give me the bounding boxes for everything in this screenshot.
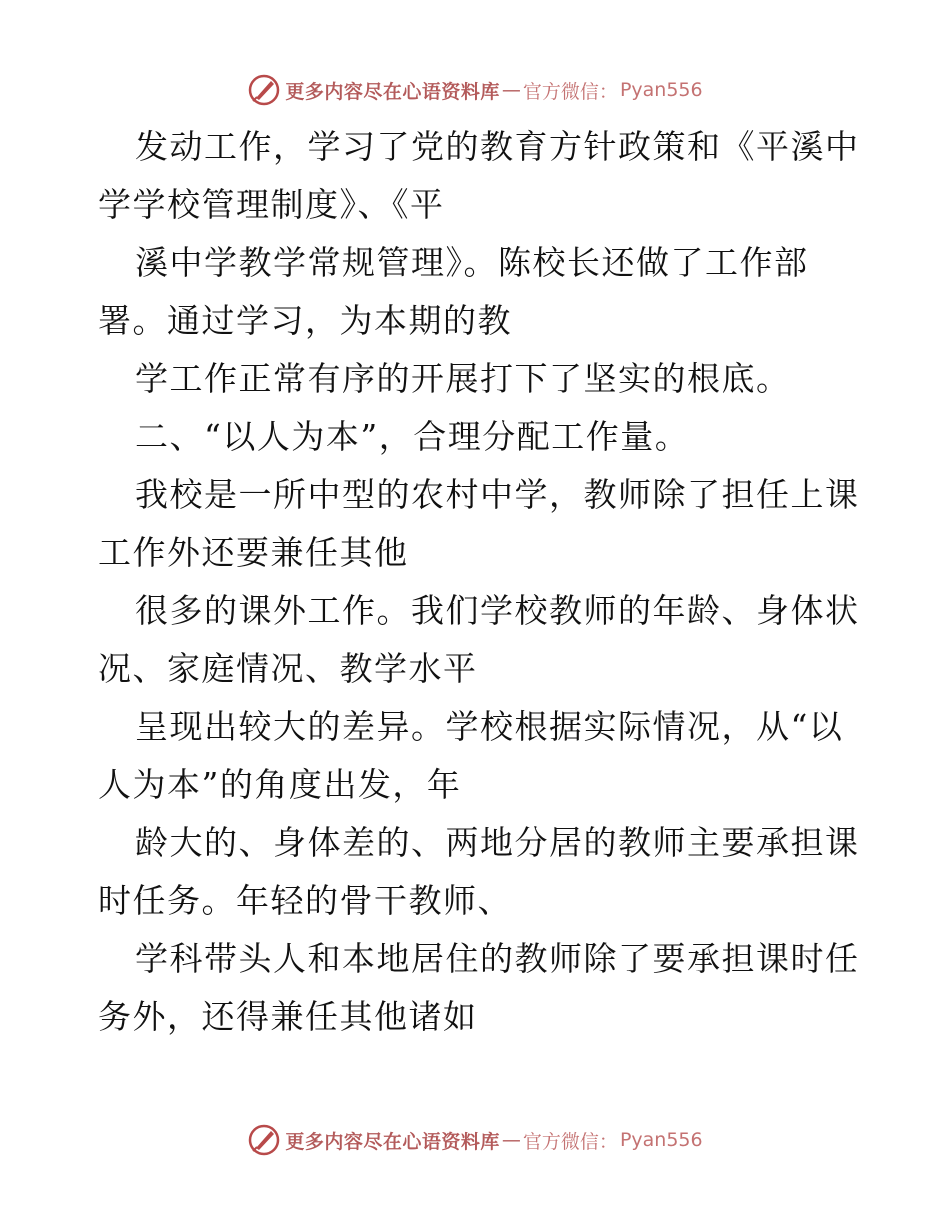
text-line: 务外，还得兼任其他诸如 xyxy=(98,997,478,1036)
text-line: 时任务。年轻的骨干教师、 xyxy=(98,881,512,920)
text-line: 我校是一所中型的农村中学，教师除了担任上课 xyxy=(135,475,860,514)
text-line: 发动工作，学习了党的教育方针政策和《平溪中 xyxy=(135,127,860,166)
quill-logo-icon xyxy=(247,1123,281,1157)
text-line: 呈现出较大的差异。学校根据实际情况，从“以 xyxy=(135,707,844,746)
watermark-wechat-label: 官方微信： xyxy=(522,1130,618,1153)
watermark-dash: — xyxy=(501,79,521,101)
text-line: 学工作正常有序的开展打下了坚实的根底。 xyxy=(135,359,791,398)
watermark-wechat-label: 官方微信： xyxy=(522,80,618,103)
text-line: 学科带头人和本地居住的教师除了要承担课时任 xyxy=(135,939,860,978)
text-line: 溪中学教学常规管理》。陈校长还做了工作部 xyxy=(135,243,809,282)
watermark-wechat-id: Pyan556 xyxy=(619,1129,703,1151)
text-line: 龄大的、身体差的、两地分居的教师主要承担课 xyxy=(135,823,860,862)
watermark-dash: — xyxy=(501,1129,521,1151)
text-line: 况、家庭情况、教学水平 xyxy=(98,649,478,688)
text-line: 人为本”的角度出发，年 xyxy=(98,765,462,804)
text-line: 很多的课外工作。我们学校教师的年龄、身体状 xyxy=(135,591,860,630)
footer-watermark xyxy=(0,1120,950,1160)
watermark-wechat-id: Pyan556 xyxy=(619,79,703,101)
watermark-title: 更多内容尽在心语资料库 xyxy=(285,80,500,103)
text-line: 工作外还要兼任其他 xyxy=(98,533,409,572)
text-line: 署。通过学习，为本期的教 xyxy=(98,301,512,340)
header-watermark xyxy=(0,70,950,110)
watermark-title: 更多内容尽在心语资料库 xyxy=(285,1130,500,1153)
text-line: 学学校管理制度》、《平 xyxy=(98,185,445,224)
document-body xyxy=(98,118,858,1046)
text-line: 二、“以人为本”，合理分配工作量。 xyxy=(135,417,690,456)
quill-logo-icon xyxy=(247,73,281,107)
